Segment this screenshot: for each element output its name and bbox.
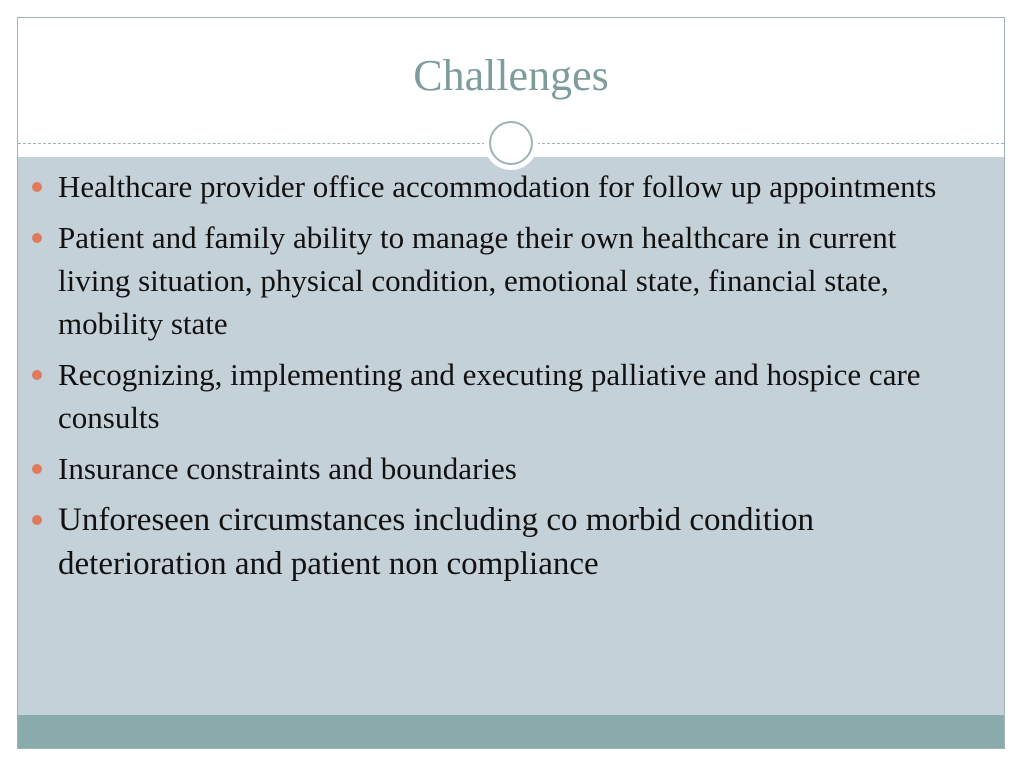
- circle-ring-icon: [484, 116, 538, 170]
- bullet-dot-icon: [32, 182, 42, 192]
- bullet-dot-icon: [32, 464, 42, 474]
- ornament-inner-ring: [489, 121, 533, 165]
- bullet-item: [30, 165, 965, 208]
- bullet-item: [30, 447, 965, 490]
- bullet-item: [30, 353, 965, 439]
- bullet-text: Healthcare provider office accommodation for follow up appointments: [58, 169, 937, 204]
- bullet-dot-icon: [32, 370, 42, 380]
- bullet-dot-icon: [32, 515, 42, 525]
- bullet-list: [30, 165, 965, 594]
- bullet-dot-icon: [32, 233, 42, 243]
- footer-band: [18, 715, 1004, 749]
- bullet-text: Insurance constraints and boundaries: [58, 451, 517, 486]
- bullet-text: Patient and family ability to manage their own healthcare in current living situation, physical condition, emotional state, financial state, mobility state: [58, 220, 897, 341]
- slide-title: Challenges: [413, 51, 609, 100]
- bullet-text: Unforeseen circumstances including co morbid condition deterioration and patient non compliance: [58, 502, 815, 582]
- bullet-text: Recognizing, implementing and executing palliative and hospice care consults: [58, 357, 921, 435]
- bullet-item: [30, 498, 965, 586]
- bullet-item: [30, 216, 965, 345]
